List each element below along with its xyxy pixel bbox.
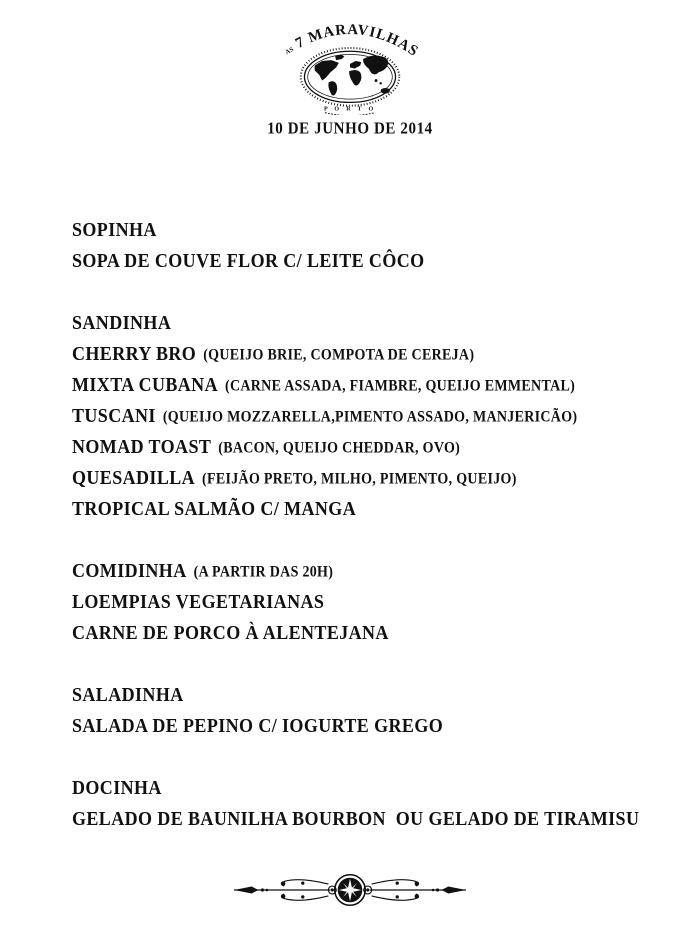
compass-divider-icon [232,867,468,913]
section-title: COMIDINHA [72,558,187,582]
section-title: SOPINHA [72,217,157,241]
logo-title: 7 MARAVILHAS [292,21,422,61]
menu-item-detail: (BACON, QUEIJO CHEDDAR, OVO) [218,440,461,458]
menu-item-detail: (FEIJÃO PRETO, MILHO, PIMENTO, QUEIJO) [202,471,517,489]
date-text: 10 DE JUNHO DE 2014 [267,119,433,138]
menu-section-sopinha [40,185,670,272]
menu-item-name: NOMAD TOAST [72,434,212,458]
logo [0,0,700,120]
section-title-detail: (A PARTIR DAS 20H) [193,564,334,582]
menu-section-docinha [40,743,670,830]
menu-item-name: SOPA DE COUVE FLOR C/ LEITE CÔCO [72,248,425,272]
menu-item-name: TUSCANI [72,403,156,427]
logo-title-prefix: AS [284,46,295,57]
menu-item-name: TROPICAL SALMÃO C/ MANGA [72,496,357,520]
menu-item-name: CARNE DE PORCO À ALENTEJANA [72,620,389,644]
menu-item-name: QUESADILLA [72,465,196,489]
globe-logo-icon [271,8,429,115]
logo-city: P O R T O [323,106,377,113]
section-title-row [40,650,670,706]
section-title-row [40,526,670,582]
section-title-row [40,185,670,241]
footer-ornament [0,867,700,918]
menu-item-name: LOEMPIAS VEGETARIANAS [72,589,325,613]
section-title: SANDINHA [72,310,172,334]
menu [0,185,700,830]
menu-item-detail: (CARNE ASSADA, FIAMBRE, QUEIJO EMMENTAL) [224,378,576,396]
menu-item-name: MIXTA CUBANA [72,372,218,396]
menu-item-name: GELADO DE BAUNILHA BOURBON OU GELADO DE TIRAMISU [72,806,640,830]
world-map-icon [315,55,390,96]
menu-section-saladinha [40,650,670,737]
svg-text:7 MARAVILHAS [293,22,421,60]
menu-item-detail: (QUEIJO BRIE, COMPOTA DE CEREJA) [203,347,475,365]
date-line [0,119,700,139]
menu-item-name: CHERRY BRO [72,341,197,365]
menu-section-comidinha [40,526,670,644]
menu-section-sandinha [40,278,670,520]
menu-item-name: SALADA DE PEPINO C/ IOGURTE GREGO [72,713,444,737]
section-title-row [40,743,670,799]
section-title: SALADINHA [72,682,184,706]
section-title: DOCINHA [72,775,162,799]
section-title-row [40,278,670,334]
menu-item-detail: (QUEIJO MOZZARELLA,PIMENTO ASSADO, MANJERICÃO) [162,409,578,427]
